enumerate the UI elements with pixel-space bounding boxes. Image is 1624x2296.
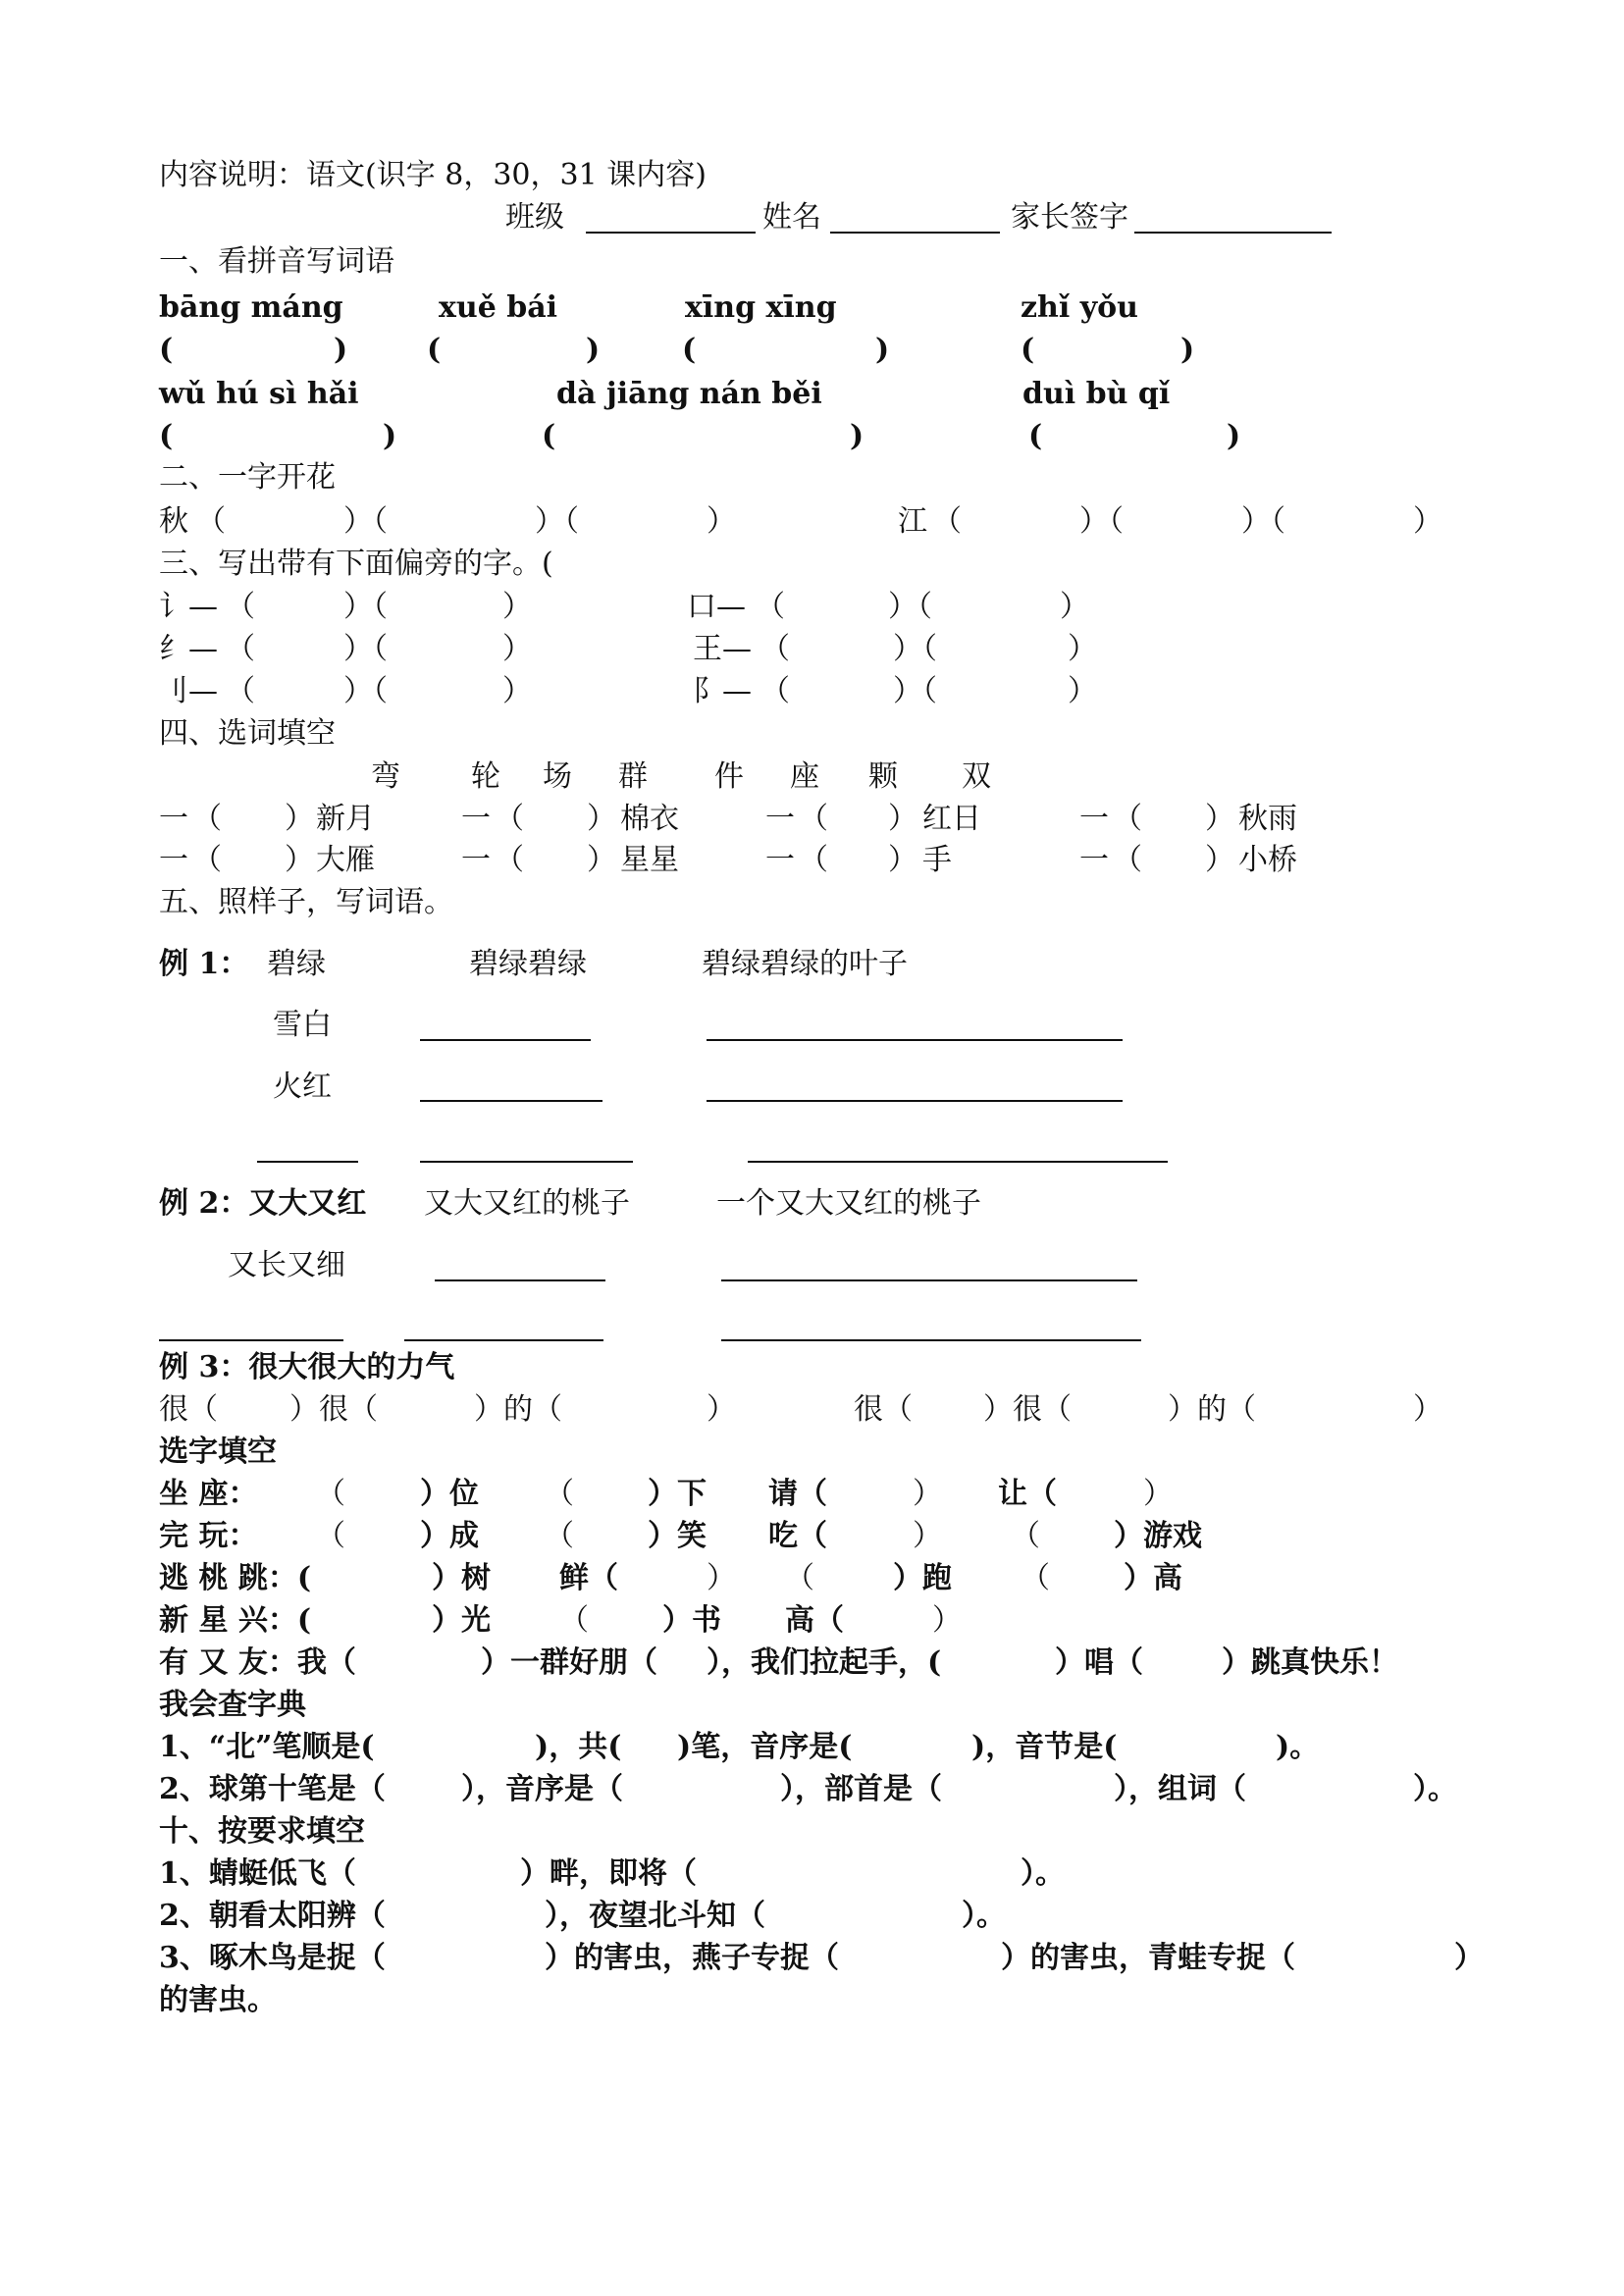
fill-text[interactable]: ），夜望北斗知（ <box>545 1899 765 1933</box>
answer-line[interactable] <box>721 1339 1141 1341</box>
fill-text[interactable]: 很（ <box>159 1392 218 1427</box>
blank-paren[interactable]: （ <box>545 1477 574 1511</box>
phrase: 手 <box>922 843 952 877</box>
section-select-title: 选字填空 <box>159 1435 277 1469</box>
phrase: ）树 <box>432 1561 491 1595</box>
dict-text[interactable]: ），组词（ <box>1114 1772 1246 1806</box>
measure-one: 一 <box>765 843 795 877</box>
blank-paren: ） <box>707 504 736 539</box>
fill-text[interactable]: ）的（ <box>1168 1392 1256 1427</box>
blank-paren[interactable]: ）（ <box>1079 504 1124 539</box>
blank-paren: ） <box>932 1603 962 1638</box>
blank-paren: ） <box>888 802 917 836</box>
blank-paren[interactable]: ）（ <box>893 674 937 708</box>
word-option: 轮 <box>471 759 500 794</box>
fill-text[interactable]: ）畔，即将（ <box>520 1856 697 1891</box>
phrase: 棉衣 <box>620 802 679 836</box>
blank-paren[interactable]: （ <box>495 843 524 877</box>
word-huohong: 火红 <box>273 1070 332 1104</box>
fill-text[interactable]: ）的害虫，青蛙专捉（ <box>1001 1941 1295 1975</box>
answer-paren: ) <box>1227 419 1241 453</box>
phrase: ）游戏 <box>1114 1519 1202 1553</box>
blank-paren: ） <box>1205 802 1234 836</box>
phrase: 秋雨 <box>1238 802 1297 836</box>
phrase: ）下 <box>648 1477 707 1511</box>
dict-text[interactable]: ），部首是（ <box>780 1772 942 1806</box>
fill-text[interactable]: ）很（ <box>289 1392 378 1427</box>
char-group[interactable]: 新 星 兴：( <box>159 1603 312 1638</box>
blank-paren: ） <box>913 1477 942 1511</box>
blank-paren[interactable]: （ <box>196 504 226 539</box>
blank-paren[interactable]: （ <box>760 632 790 666</box>
example-phrase: 一个又大又红的桃子 <box>716 1186 981 1221</box>
fill-text: ） <box>1454 1941 1484 1975</box>
section-1-title: 一、看拼音写词语 <box>159 244 394 279</box>
fill-text[interactable]: 2、朝看太阳辨（ <box>159 1899 386 1933</box>
char-jiang: 江 <box>898 504 927 539</box>
example-2: 例 2：又大又红 <box>159 1186 367 1221</box>
answer-paren[interactable]: ( <box>159 419 174 453</box>
dict-text[interactable]: )，共( <box>535 1730 622 1764</box>
example-word: 碧绿 <box>267 947 326 981</box>
answer-paren[interactable]: ( <box>682 333 697 367</box>
blank-paren: ） <box>707 1561 736 1595</box>
blank-paren[interactable]: ）（ <box>343 504 388 539</box>
char-group: 坐 座： <box>159 1477 258 1511</box>
fill-text[interactable]: 很（ <box>854 1392 913 1427</box>
blank-paren[interactable]: ）（ <box>535 504 579 539</box>
answer-line[interactable] <box>707 1100 1123 1102</box>
blank-paren[interactable]: （ <box>226 632 255 666</box>
measure-one: 一 <box>1079 843 1109 877</box>
word-option: 颗 <box>868 759 898 794</box>
phrase: 红日 <box>922 802 981 836</box>
answer-line[interactable] <box>721 1279 1137 1281</box>
answer-paren: ) <box>334 333 348 367</box>
phrase: ）光 <box>432 1603 491 1638</box>
answer-paren: ) <box>875 333 890 367</box>
example-1-label: 例 1： <box>159 947 249 981</box>
phrase: ）成 <box>420 1519 479 1553</box>
blank-paren[interactable]: （ <box>1021 1561 1050 1595</box>
measure-one: 一 <box>765 802 795 836</box>
example-3: 例 3：很大很大的力气 <box>159 1350 455 1384</box>
phrase[interactable]: ）唱（ <box>1055 1645 1143 1680</box>
blank-paren[interactable]: （ <box>192 843 222 877</box>
answer-paren: ) <box>383 419 397 453</box>
answer-paren[interactable]: ( <box>159 333 174 367</box>
name-blank[interactable] <box>830 232 1000 234</box>
blank-paren: ） <box>1413 504 1442 539</box>
phrase: 大雁 <box>316 843 375 877</box>
fill-text[interactable]: 3、啄木鸟是捉（ <box>159 1941 386 1975</box>
fill-text[interactable]: ）的（ <box>474 1392 562 1427</box>
radical-si: 纟— <box>159 632 218 666</box>
blank-paren[interactable]: （ <box>495 802 524 836</box>
phrase[interactable]: 高（ <box>785 1603 844 1638</box>
phrase: 小桥 <box>1238 843 1297 877</box>
dict-text[interactable]: ），音序是（ <box>461 1772 623 1806</box>
pinyin-5: wǔ hú sì hǎi <box>159 377 359 411</box>
blank-paren: ） <box>502 632 532 666</box>
blank-paren: ） <box>1143 1477 1173 1511</box>
dict-text[interactable]: 2、球第十笔是（ <box>159 1772 386 1806</box>
answer-paren[interactable]: ( <box>1028 419 1043 453</box>
blank-paren[interactable]: （ <box>559 1603 589 1638</box>
phrase: 新月 <box>316 802 375 836</box>
blank-paren[interactable]: （ <box>545 1519 574 1553</box>
blank-paren[interactable]: ）（ <box>1241 504 1285 539</box>
answer-line[interactable] <box>707 1039 1123 1041</box>
word-option: 件 <box>714 759 744 794</box>
phrase[interactable]: 鲜（ <box>559 1561 618 1595</box>
radical-dao: 刂— <box>159 674 218 708</box>
section-10-title: 十、按要求填空 <box>159 1814 365 1849</box>
word-youchang: 又长又细 <box>228 1248 345 1282</box>
pinyin-3: xīng xīng <box>685 290 837 325</box>
example-phrase: 碧绿碧绿的叶子 <box>702 947 908 981</box>
parent-signature-label: 家长签字 <box>1011 200 1128 235</box>
answer-line[interactable] <box>420 1161 633 1163</box>
blank-paren: ） <box>888 843 917 877</box>
blank-paren[interactable]: ）（ <box>893 632 937 666</box>
dict-text: ）。 <box>1413 1772 1457 1806</box>
fill-text[interactable]: ）的害虫，燕子专捉（ <box>545 1941 839 1975</box>
answer-line[interactable] <box>435 1279 605 1281</box>
phrase[interactable]: 吃（ <box>768 1519 827 1553</box>
blank-paren[interactable]: （ <box>760 674 790 708</box>
measure-one: 一 <box>159 802 188 836</box>
class-label: 班级 <box>505 200 564 235</box>
blank-paren[interactable]: （ <box>1113 802 1142 836</box>
fill-text[interactable]: ）很（ <box>983 1392 1072 1427</box>
blank-paren[interactable]: （ <box>932 504 962 539</box>
answer-paren: ) <box>850 419 864 453</box>
class-blank[interactable] <box>586 232 756 234</box>
example-phrase: 又大又红的桃子 <box>424 1186 630 1221</box>
pinyin-7: duì bù qǐ <box>1022 377 1171 411</box>
blank-paren: ） <box>502 590 532 624</box>
measure-one: 一 <box>461 802 491 836</box>
answer-paren[interactable]: ( <box>542 419 556 453</box>
blank-paren[interactable]: （ <box>1113 843 1142 877</box>
blank-paren[interactable]: ）（ <box>343 674 388 708</box>
blank-paren[interactable]: ）（ <box>343 590 388 624</box>
blank-paren[interactable]: （ <box>756 590 785 624</box>
section-2-title: 二、一字开花 <box>159 460 336 495</box>
example-word: 碧绿碧绿 <box>469 947 587 981</box>
answer-paren: ) <box>586 333 601 367</box>
blank-paren[interactable]: （ <box>192 802 222 836</box>
answer-line[interactable] <box>257 1161 358 1163</box>
char-qiu: 秋 <box>159 504 188 539</box>
char-group[interactable]: 逃 桃 跳：( <box>159 1561 312 1595</box>
word-option: 场 <box>543 759 572 794</box>
char-group[interactable]: 有 又 友：我（ <box>159 1645 356 1680</box>
blank-paren: ） <box>502 674 532 708</box>
blank-paren[interactable]: （ <box>226 674 255 708</box>
blank-paren[interactable]: （ <box>316 1519 345 1553</box>
section-5-title: 五、照样子，写词语。 <box>159 885 453 919</box>
blank-paren[interactable]: ）（ <box>888 590 932 624</box>
phrase[interactable]: 请（ <box>768 1477 827 1511</box>
pinyin-2: xuě bái <box>439 290 558 325</box>
dict-text[interactable]: )，音节是( <box>971 1730 1118 1764</box>
phrase: ）笑 <box>648 1519 707 1553</box>
blank-paren[interactable]: （ <box>799 843 828 877</box>
pinyin-1: bāng máng <box>159 290 343 325</box>
phrase[interactable]: 让（ <box>998 1477 1057 1511</box>
blank-paren: ） <box>1060 590 1089 624</box>
fill-text: ）。 <box>1021 1856 1065 1891</box>
section-dictionary-title: 我会查字典 <box>159 1688 306 1722</box>
measure-one: 一 <box>159 843 188 877</box>
blank-paren: ） <box>587 843 616 877</box>
blank-paren[interactable]: （ <box>1011 1519 1040 1553</box>
dict-text[interactable]: 1、“北”笔顺是( <box>159 1730 375 1764</box>
dict-text: )。 <box>1276 1730 1320 1764</box>
word-option: 群 <box>618 759 648 794</box>
radical-yan: 讠— <box>159 590 218 624</box>
fill-text: ）。 <box>962 1899 1006 1933</box>
name-label: 姓名 <box>762 200 821 235</box>
radical-wang: 王— <box>693 632 752 666</box>
blank-paren: ） <box>1205 843 1234 877</box>
answer-line[interactable] <box>404 1339 603 1341</box>
word-xuebai: 雪白 <box>273 1008 332 1042</box>
answer-line[interactable] <box>159 1339 343 1341</box>
blank-paren: ） <box>285 843 314 877</box>
phrase: ）跑 <box>893 1561 952 1595</box>
parent-signature-blank[interactable] <box>1134 232 1332 234</box>
radical-kou: 口— <box>687 590 746 624</box>
fill-text[interactable]: 1、蜻蜓低飞（ <box>159 1856 356 1891</box>
radical-fu: 阝— <box>693 674 752 708</box>
blank-paren: ） <box>587 802 616 836</box>
phrase: ）高 <box>1124 1561 1182 1595</box>
answer-paren[interactable]: ( <box>1021 333 1035 367</box>
blank-paren: ） <box>913 1519 942 1553</box>
measure-one: 一 <box>461 843 491 877</box>
section-4-title: 四、选词填空 <box>159 716 336 751</box>
phrase[interactable]: ），我们拉起手，( <box>707 1645 942 1680</box>
section-3-title: 三、写出带有下面偏旁的字。( <box>159 547 553 581</box>
char-group: 完 玩： <box>159 1519 258 1553</box>
blank-paren[interactable]: （ <box>799 802 828 836</box>
blank-paren: ） <box>285 802 314 836</box>
pinyin-4: zhǐ yǒu <box>1021 290 1138 325</box>
answer-line[interactable] <box>420 1100 602 1102</box>
pinyin-6: dà jiāng nán běi <box>556 377 822 411</box>
phrase: ）位 <box>420 1477 479 1511</box>
blank-paren: ） <box>1068 674 1097 708</box>
blank-paren[interactable]: （ <box>316 1477 345 1511</box>
fill-text: ） <box>707 1392 736 1427</box>
dict-text[interactable]: )笔，音序是( <box>677 1730 853 1764</box>
phrase: ）书 <box>662 1603 721 1638</box>
answer-line[interactable] <box>420 1039 591 1041</box>
answer-paren: ) <box>1180 333 1195 367</box>
word-option: 双 <box>962 759 991 794</box>
phrase: ）跳真快乐！ <box>1222 1645 1398 1680</box>
word-option: 弯 <box>371 759 400 794</box>
intro-text: 内容说明：语文(识字 8，30，31 课内容) <box>159 158 707 192</box>
fill-text: 的害虫。 <box>159 1983 277 2017</box>
phrase: 星星 <box>620 843 679 877</box>
fill-text: ） <box>1413 1392 1442 1427</box>
measure-one: 一 <box>1079 802 1109 836</box>
blank-paren[interactable]: ）（ <box>343 632 388 666</box>
phrase[interactable]: ）一群好朋（ <box>481 1645 657 1680</box>
blank-paren[interactable]: （ <box>785 1561 814 1595</box>
answer-line[interactable] <box>748 1161 1168 1163</box>
word-option: 座 <box>790 759 819 794</box>
blank-paren[interactable]: （ <box>226 590 255 624</box>
answer-paren[interactable]: ( <box>427 333 442 367</box>
blank-paren: ） <box>1068 632 1097 666</box>
